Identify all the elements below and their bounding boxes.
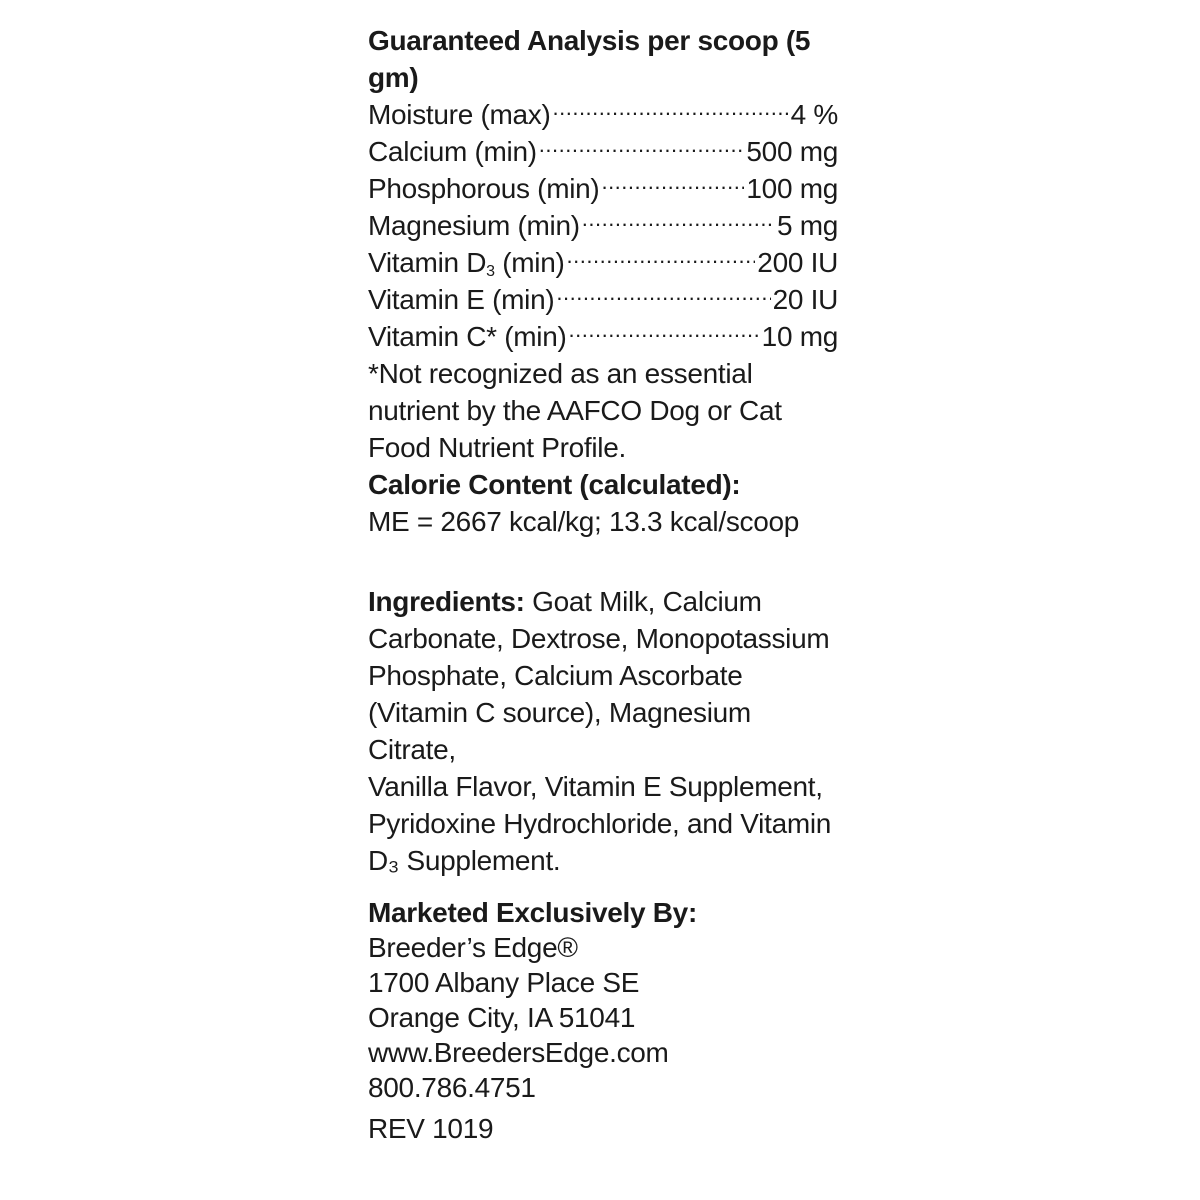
dot-leader (556, 281, 770, 309)
ingredients-line: D₃ Supplement. (368, 845, 561, 876)
nutrient-name: Moisture (max) (368, 99, 551, 130)
ingredients-line: Pyridoxine Hydrochloride, and Vitamin (368, 808, 832, 839)
analysis-row-moisture (368, 96, 838, 133)
address-line-2: Orange City, IA 51041 (368, 1002, 636, 1033)
nutrient-name (368, 244, 565, 281)
ingredients-label: Ingredients: (368, 586, 525, 617)
address-line-1: 1700 Albany Place SE (368, 967, 640, 998)
nutrient-name: Vitamin E (min) (368, 284, 555, 315)
analysis-row-magnesium (368, 207, 838, 244)
nutrient-name-suffix: (min) (494, 247, 565, 278)
nutrient-value: 10 mg (761, 321, 838, 352)
analysis-row-vitamin-e (368, 281, 838, 318)
dot-leader (553, 96, 789, 124)
ingredients-line: Carbonate, Dextrose, Monopotassium (368, 623, 830, 654)
nutrient-value: 20 IU (772, 284, 838, 315)
nutrient-name: Vitamin C* (min) (368, 321, 567, 352)
nutrient-value: 4 % (790, 99, 838, 130)
nutrient-value: 5 mg (776, 210, 838, 241)
analysis-row-vitamin-d3 (368, 244, 838, 281)
ingredients-line: Phosphate, Calcium Ascorbate (368, 660, 743, 691)
dot-leader (569, 318, 760, 346)
analysis-heading: Guaranteed Analysis per scoop (5 gm) (368, 25, 811, 93)
ingredients-line: (Vitamin C source), Magnesium Citrate, (368, 697, 751, 765)
phone-number: 800.786.4751 (368, 1072, 536, 1103)
footnote-line: Food Nutrient Profile. (368, 432, 626, 463)
analysis-row-phosphorous (368, 170, 838, 207)
footnote-line: *Not recognized as an essential (368, 358, 753, 389)
company-name: Breeder’s Edge® (368, 932, 578, 963)
ingredients-line (368, 583, 838, 620)
analysis-row-calcium (368, 133, 838, 170)
calorie-heading: Calorie Content (calculated): (368, 469, 741, 500)
nutrient-name: Magnesium (min) (368, 210, 580, 241)
dot-leader (539, 133, 745, 161)
nutrient-value: 200 IU (757, 247, 838, 278)
nutrient-name-text: Vitamin D (368, 247, 487, 278)
analysis-row-vitamin-c (368, 318, 838, 355)
nutrient-name: Calcium (min) (368, 136, 537, 167)
nutrient-value: 500 mg (746, 136, 838, 167)
ingredients-text: Goat Milk, Calcium (524, 586, 762, 617)
revision-code: REV 1019 (368, 1113, 494, 1144)
dot-leader (567, 244, 756, 272)
nutrient-name: Phosphorous (min) (368, 173, 600, 204)
marketer-section (368, 895, 838, 1105)
calorie-value: ME = 2667 kcal/kg; 13.3 kcal/scoop (368, 506, 800, 537)
website: www.BreedersEdge.com (368, 1037, 669, 1068)
footnote (368, 355, 838, 466)
dot-leader (601, 170, 744, 198)
ingredients-section (368, 583, 838, 879)
subscript: 3 (486, 263, 495, 280)
dot-leader (582, 207, 775, 235)
guaranteed-analysis-section (368, 22, 838, 540)
nutrient-value: 100 mg (746, 173, 838, 204)
marketer-heading: Marketed Exclusively By: (368, 897, 697, 928)
footnote-line: nutrient by the AAFCO Dog or Cat (368, 395, 782, 426)
ingredients-line: Vanilla Flavor, Vitamin E Supplement, (368, 771, 823, 802)
